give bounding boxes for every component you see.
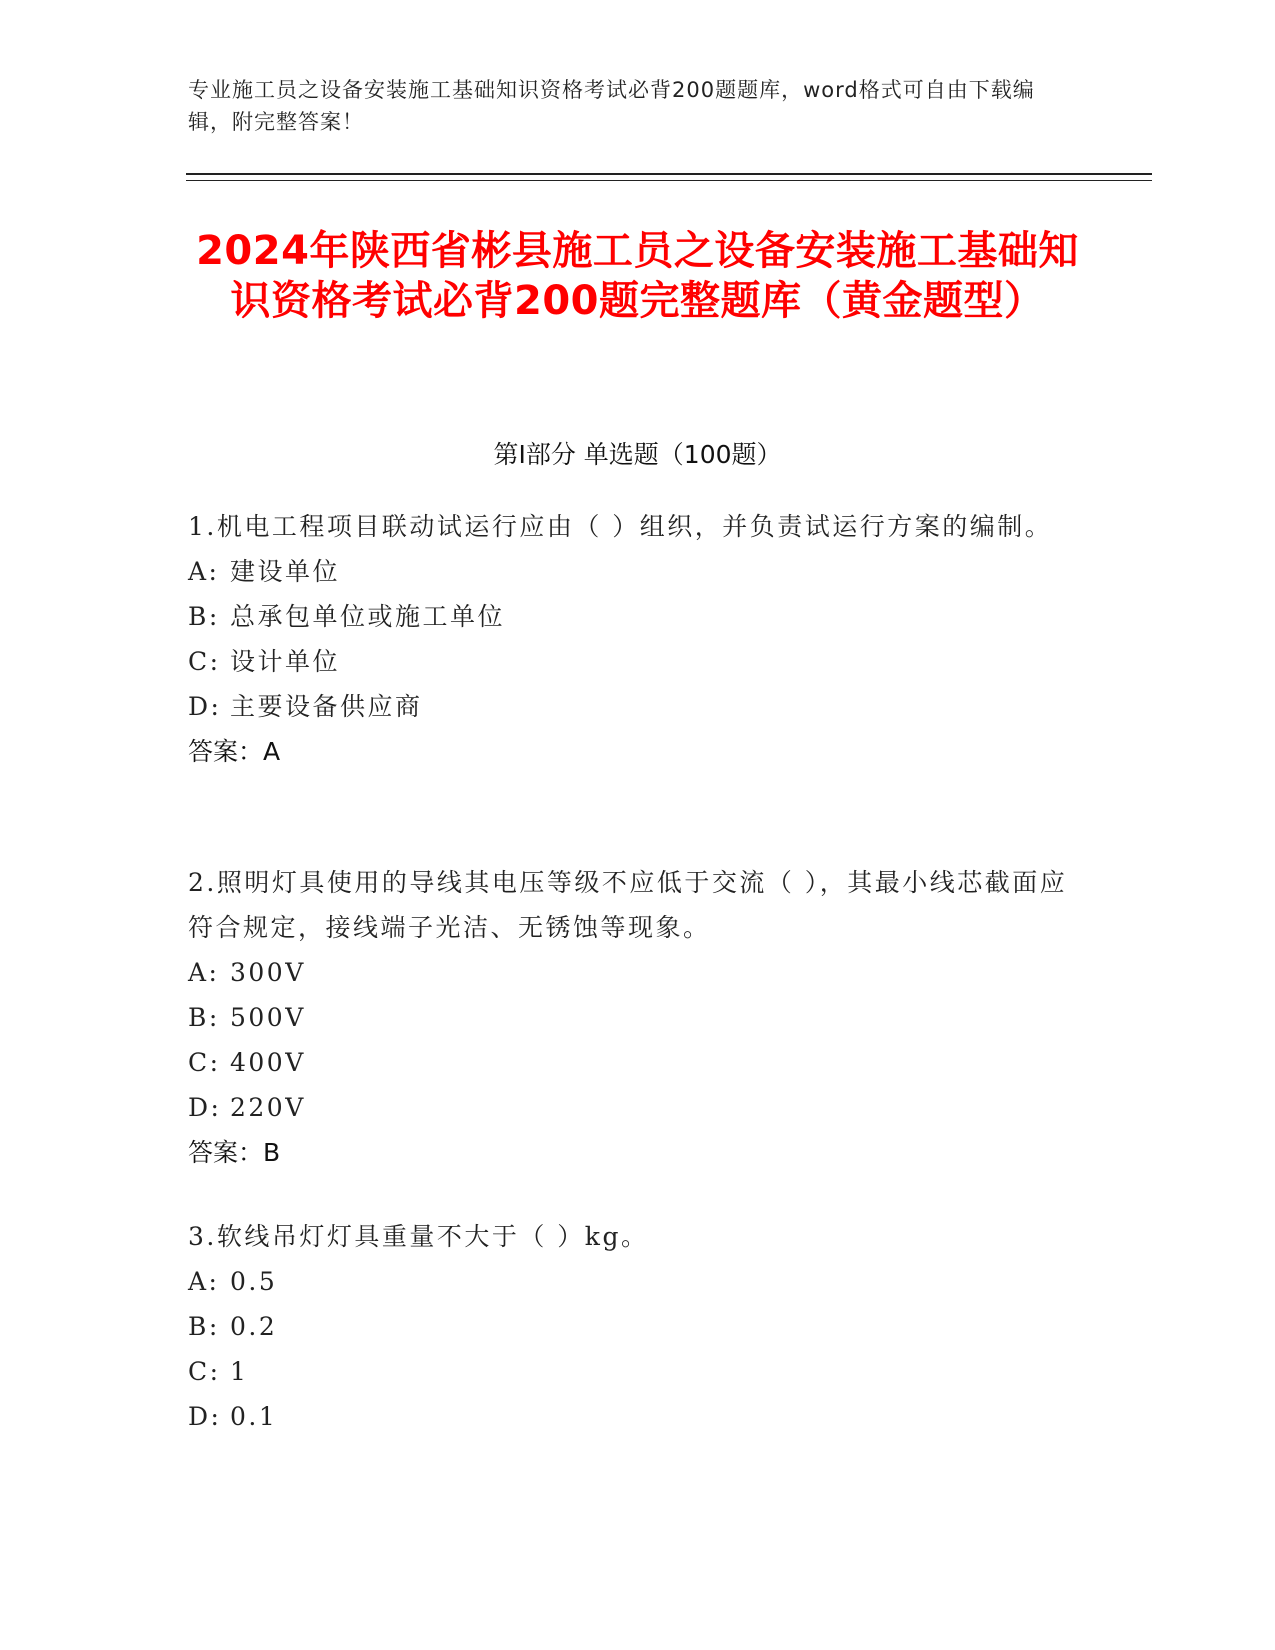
option-text: 0.5 — [230, 1267, 278, 1296]
question-stem: 1.机电工程项目联动试运行应由（ ）组织，并负责试运行方案的编制。 — [188, 512, 1053, 541]
option-text: 220V — [230, 1093, 306, 1122]
option-letter: A: — [188, 557, 220, 586]
option-a — [188, 1259, 1073, 1304]
option-letter: A: — [188, 958, 220, 987]
option-letter: C: — [188, 647, 221, 676]
section-title: 第Ⅰ部分 单选题（100题） — [493, 440, 782, 469]
option-b — [188, 995, 1073, 1040]
header-note: 专业施工员之设备安装施工基础知识资格考试必背200题题库，word格式可自由下载编辑，附完整答案！ — [188, 78, 1035, 134]
option-text: 400V — [230, 1048, 306, 1077]
option-b — [188, 594, 1073, 639]
question-2 — [188, 860, 1073, 1175]
option-b — [188, 1304, 1073, 1349]
option-c — [188, 1040, 1073, 1085]
question-stem: 2.照明灯具使用的导线其电压等级不应低于交流（ ），其最小线芯截面应符合规定，接线端子光洁、无锈蚀等现象。 — [188, 868, 1068, 942]
option-a — [188, 549, 1073, 594]
option-text: 0.1 — [230, 1402, 278, 1431]
header-divider-thick — [186, 173, 1152, 175]
question-3 — [188, 1214, 1073, 1439]
option-letter: B: — [188, 1312, 220, 1341]
option-text: 1 — [230, 1357, 249, 1386]
option-a — [188, 950, 1073, 995]
answer-line: 答案：A — [188, 737, 281, 766]
option-d — [188, 684, 1073, 729]
question-stem: 3.软线吊灯灯具重量不大于（ ）kg。 — [188, 1222, 649, 1251]
option-letter: B: — [188, 602, 220, 631]
document-title: 2024年陕西省彬县施工员之设备安装施工基础知识资格考试必背200题完整题库（黄金题型） — [196, 228, 1079, 324]
option-text: 总承包单位或施工单位 — [230, 602, 506, 631]
option-d — [188, 1394, 1073, 1439]
option-text: 主要设备供应商 — [230, 692, 423, 721]
option-text: 设计单位 — [230, 647, 341, 676]
option-text: 0.2 — [230, 1312, 278, 1341]
option-letter: A: — [188, 1267, 220, 1296]
option-letter: C: — [188, 1357, 221, 1386]
option-letter: D: — [188, 1402, 222, 1431]
option-letter: D: — [188, 1093, 222, 1122]
option-letter: D: — [188, 692, 222, 721]
option-text: 300V — [230, 958, 306, 987]
question-1 — [188, 504, 1073, 774]
answer-line: 答案：B — [188, 1138, 281, 1167]
option-d — [188, 1085, 1073, 1130]
option-c — [188, 639, 1073, 684]
option-letter: B: — [188, 1003, 220, 1032]
option-c — [188, 1349, 1073, 1394]
option-text: 建设单位 — [230, 557, 341, 586]
option-text: 500V — [230, 1003, 306, 1032]
option-letter: C: — [188, 1048, 221, 1077]
header-divider-thin — [186, 180, 1152, 181]
